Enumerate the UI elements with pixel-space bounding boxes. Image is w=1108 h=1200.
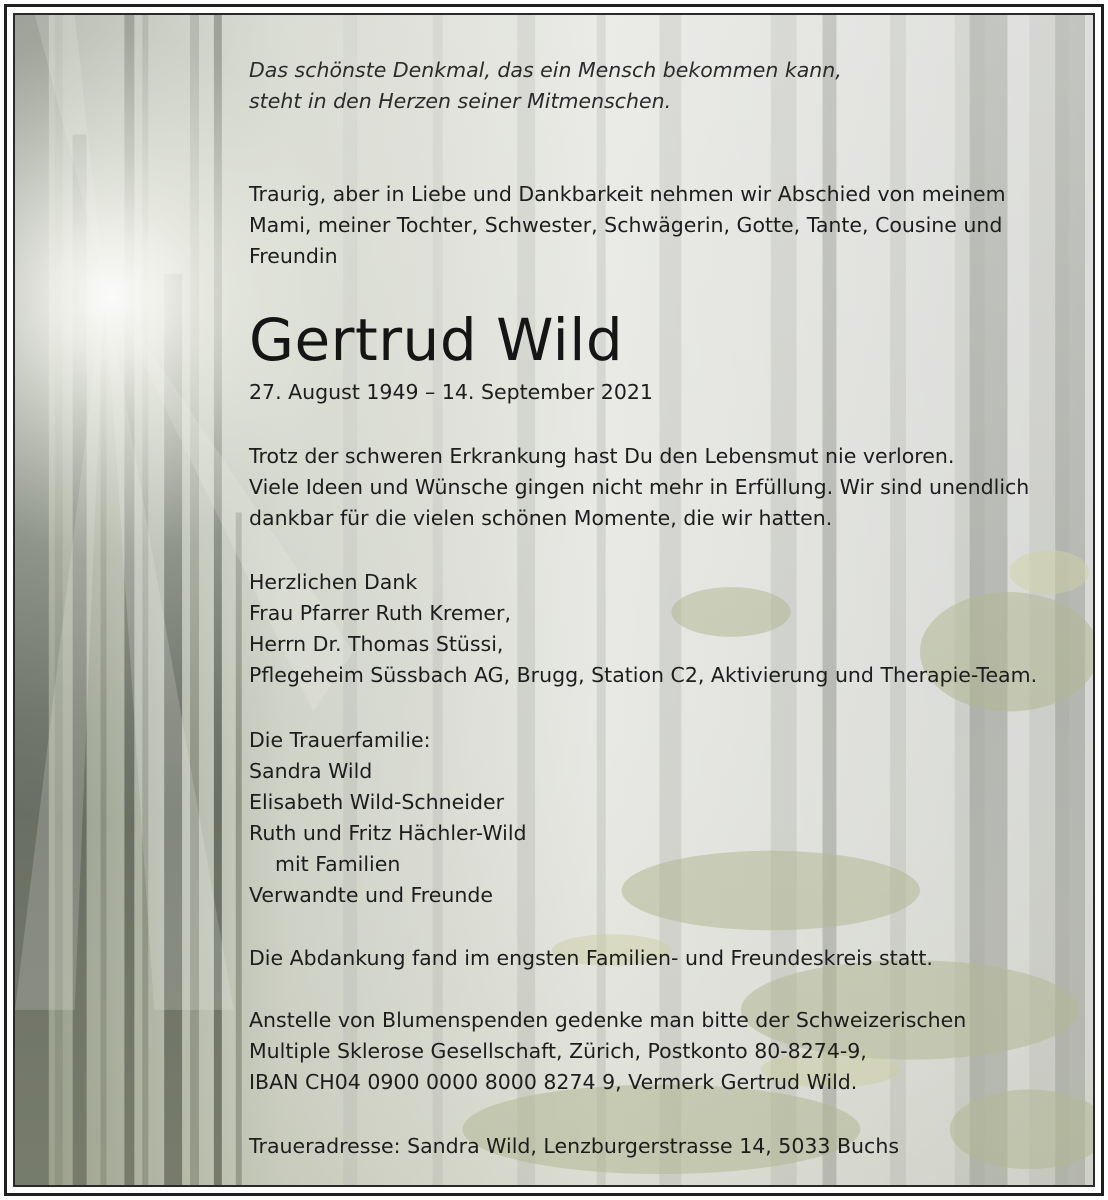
intro-line: Traurig, aber in Liebe und Dankbarkeit nehmen wir Abschied von meinem [249,182,1006,206]
deceased-name: Gertrud Wild [249,306,624,374]
intro-line: Freundin [249,244,338,268]
memorial-quote [249,55,842,117]
mourning-family [249,725,527,911]
service-line: Die Abdankung fand im engsten Familien- und Freundeskreis statt. [249,946,933,970]
quote-line: steht in den Herzen seiner Mitmenschen. [249,89,672,113]
family-heading: Die Trauerfamilie: [249,728,431,752]
address-line: Traueradresse: Sandra Wild, Lenzburgerstrasse 14, 5033 Buchs [249,1134,899,1158]
thanks-line: Herzlichen Dank [249,570,418,594]
family-member: Elisabeth Wild-Schneider [249,790,505,814]
donation-line: Multiple Sklerose Gesellschaft, Zürich, Postkonto 80-8274-9, [249,1039,867,1063]
mourning-address [249,1131,899,1162]
thanks-line: Frau Pfarrer Ruth Kremer, [249,601,511,625]
obituary-panel [13,13,1095,1187]
family-member: Sandra Wild [249,759,373,783]
thanks-line: Herrn Dr. Thomas Stüssi, [249,632,504,656]
intro-line: Mami, meiner Tochter, Schwester, Schwägerin, Gotte, Tante, Cousine und [249,213,1003,237]
obituary-frame [4,4,1104,1196]
family-member: Verwandte und Freunde [249,883,493,907]
message-line: Trotz der schweren Erkrankung hast Du den Lebensmut nie verloren. [249,444,955,468]
family-member: mit Familien [275,852,401,876]
message-line: dankbar für die vielen schönen Momente, die wir hatten. [249,506,833,530]
farewell-intro [249,179,1006,272]
donation-request [249,1005,966,1098]
family-member: Ruth und Fritz Hächler-Wild [249,821,527,845]
thanks-line: Pflegeheim Süssbach AG, Brugg, Station C2, Aktivierung und Therapie-Team. [249,663,1038,687]
quote-line: Das schönste Denkmal, das ein Mensch bekommen kann, [249,58,842,82]
personal-message [249,441,1029,534]
funeral-service-note [249,943,933,974]
acknowledgements [249,567,1037,691]
life-dates: 27. August 1949 – 14. September 2021 [249,380,653,404]
donation-line: Anstelle von Blumenspenden gedenke man bitte der Schweizerischen [249,1008,967,1032]
message-line: Viele Ideen und Wünsche gingen nicht mehr in Erfüllung. Wir sind unendlich [249,475,1030,499]
donation-line: IBAN CH04 0900 0000 8000 8274 9, Vermerk Gertrud Wild. [249,1070,858,1094]
